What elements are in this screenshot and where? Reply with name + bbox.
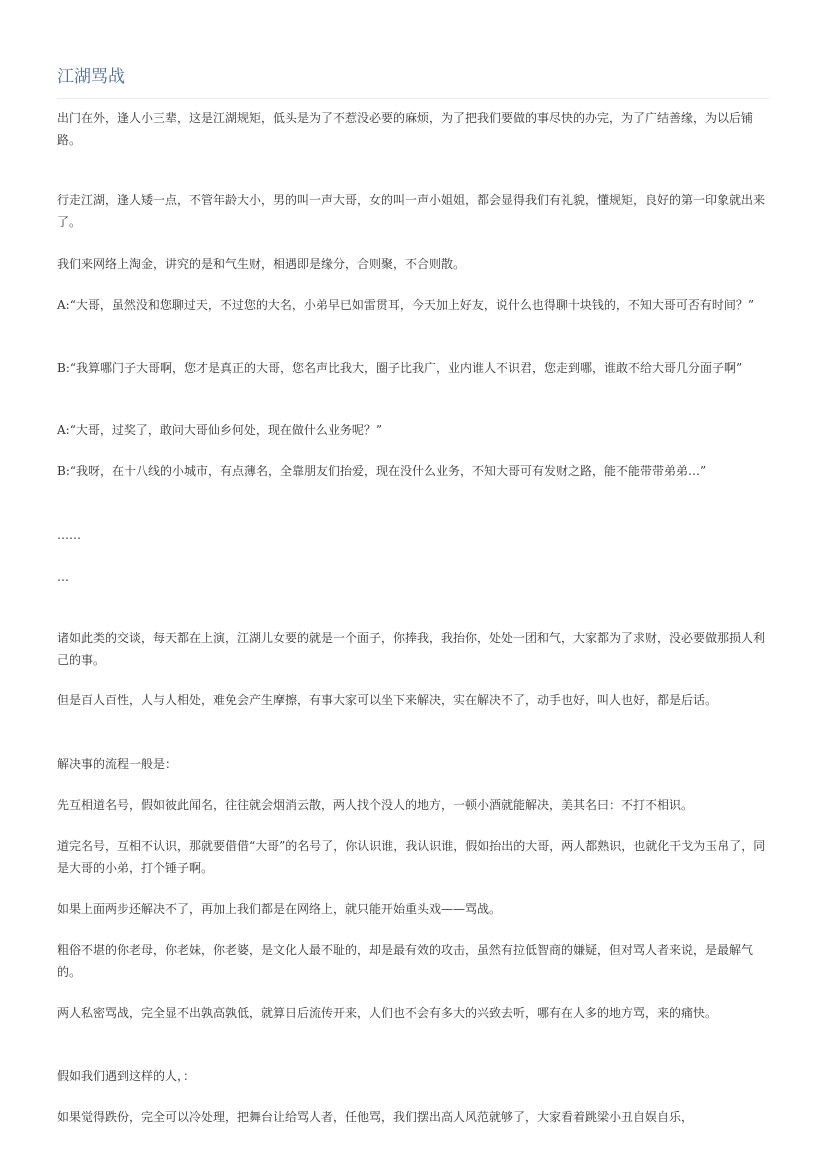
paragraph: B:“我呀，在十八线的小城市，有点薄名，全靠朋友们抬爱，现在没什么业务，不知大哥可有发财之路，能不能带带弟弟…” (57, 464, 707, 478)
paragraph: 两人私密骂战，完全显不出孰高孰低，就算日后流传开来，人们也不会有多大的兴致去听，哪有在人多的地方骂，来的痛快。 (57, 1006, 718, 1020)
title-divider (57, 98, 769, 99)
paragraph: 先互相道名号，假如彼此闻名，往往就会烟消云散，两人找个没人的地方，一顿小酒就能解决，美其名曰：不打不相识。 (57, 798, 694, 812)
paragraph: 诸如此类的交谈，每天都在上演，江湖儿女要的就是一个面子，你捧我，我抬你，处处一团和气，大家都为了求财，没必要做那损人利己的事。 (57, 631, 766, 667)
paragraph: 我们来网络上淘金，讲究的是和气生财，相遇即是缘分，合则聚，不合则散。 (57, 257, 466, 271)
paragraph: 解决事的流程一般是： (57, 757, 178, 771)
paragraph: 道完名号，互相不认识，那就要借借“大哥”的名号了，你认识谁，我认识谁，假如抬出的大哥，两人都熟识，也就化干戈为玉帛了，同是大哥的小弟，打个锤子啊。 (57, 839, 766, 875)
paragraph: B:“我算哪门子大哥啊，您才是真正的大哥，您名声比我大，圈子比我广，业内谁人不识君，您走到哪，谁敢不给大哥几分面子啊” (57, 361, 743, 375)
paragraph: …… (57, 528, 81, 542)
paragraph: 假如我们遇到这样的人，： (57, 1069, 196, 1083)
paragraph: 如果觉得跌份，完全可以冷处理，把舞台让给骂人者，任他骂，我们摆出高人风范就够了，大家看着跳梁小丑自娱自乐， (57, 1110, 694, 1124)
paragraph: … (57, 570, 69, 584)
paragraph: A:“大哥，虽然没和您聊过天，不过您的大名，小弟早已如雷贯耳，今天加上好友，说什么也得聊十块钱的，不知大哥可否有时间？” (57, 298, 754, 312)
paragraph: 粗俗不堪的你老母，你老妹，你老婆，是文化人最不耻的，却是最有效的攻击，虽然有拉低智商的嫌疑，但对骂人者来说，是最解气的。 (57, 943, 754, 979)
article-title: 江湖骂战 (57, 67, 125, 87)
paragraph: 如果上面两步还解决不了，再加上我们都是在网络上，就只能开始重头戏——骂战。 (57, 902, 502, 916)
paragraph: 行走江湖，逢人矮一点，不管年龄大小，男的叫一声大哥，女的叫一声小姐姐，都会显得我们有礼貌，懂规矩，良好的第一印象就出来了。 (57, 193, 766, 229)
paragraph: 出门在外，逢人小三辈，这是江湖规矩，低头是为了不惹没必要的麻烦，为了把我们要做的事尽快的办完，为了广结善缘，为以后铺路。 (57, 111, 754, 147)
paragraph: A:“大哥，过奖了，敢问大哥仙乡何处，现在做什么业务呢？” (57, 423, 382, 437)
paragraph: 但是百人百性，人与人相处，难免会产生摩擦，有事大家可以坐下来解决，实在解决不了，动手也好，叫人也好，都是后话。 (57, 693, 718, 707)
